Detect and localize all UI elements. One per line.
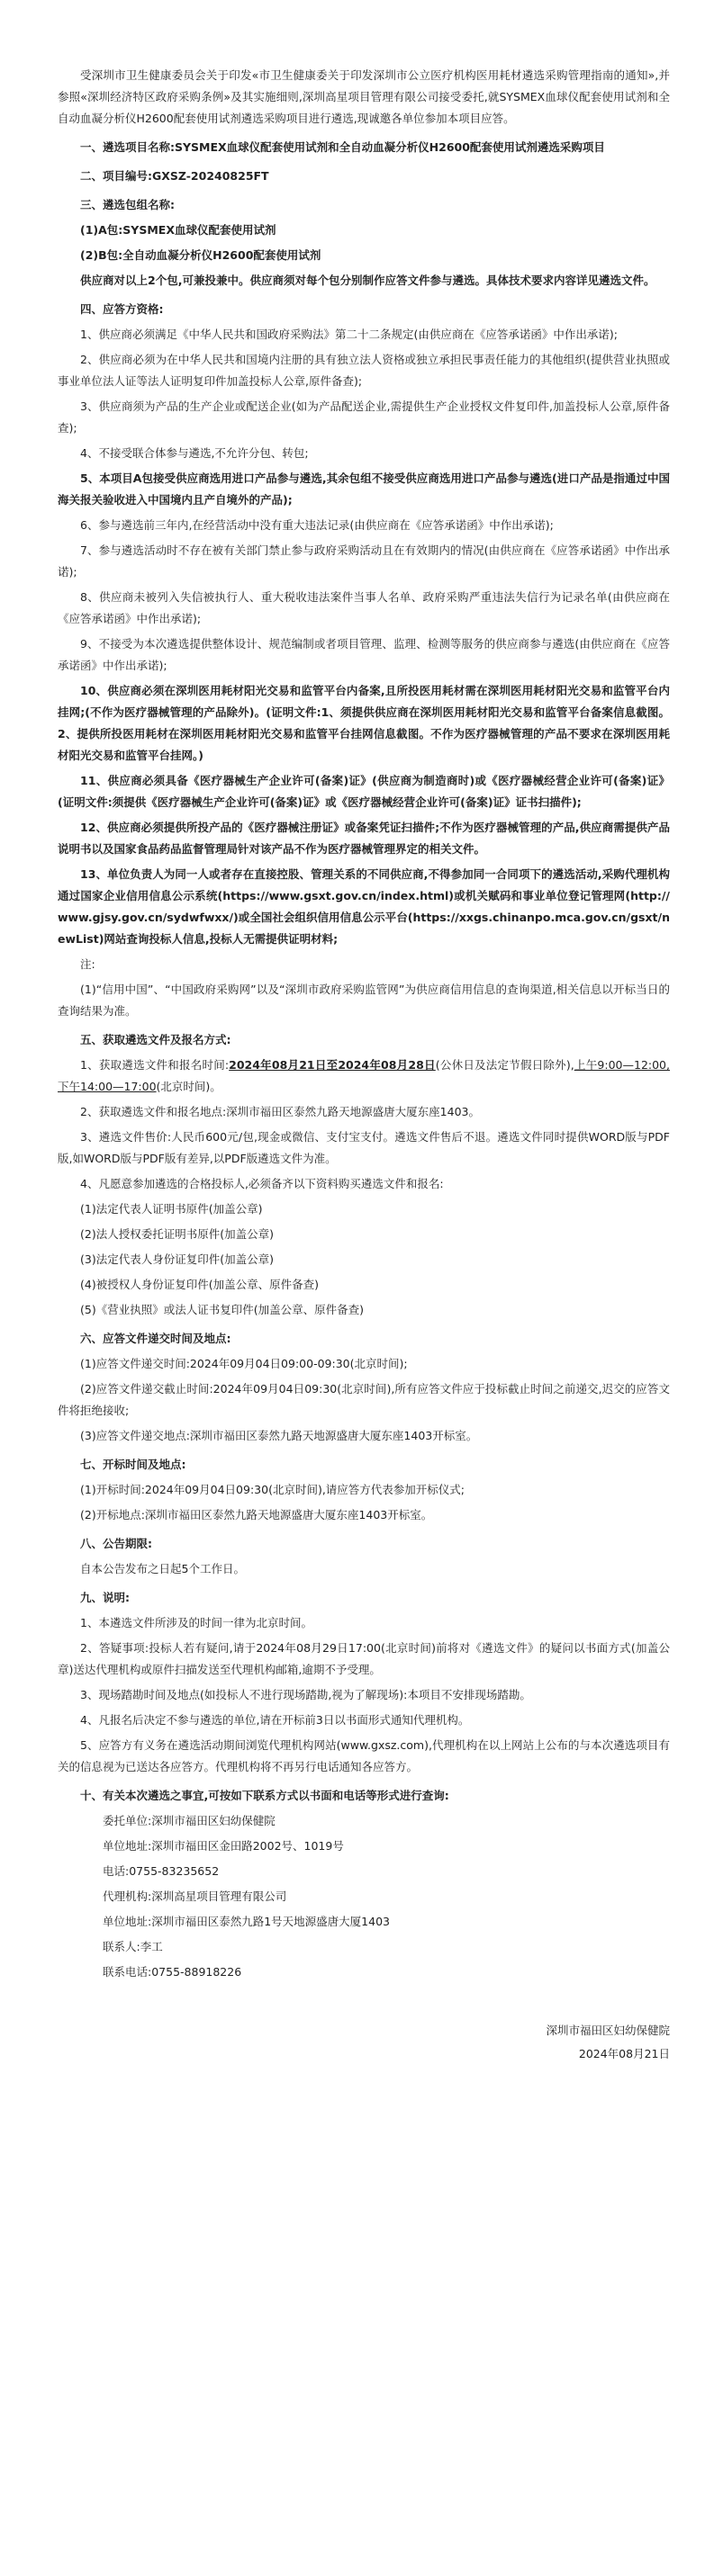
section-6-submission-heading: 六、应答文件递交时间及地点: [80,1332,231,1345]
qualification-8: 8、供应商未被列入失信被执行人、重大税收违法案件当事人名单、政府采购严重违法失信行为记录名单(由供应商在《应答承诺函》中作出承诺); [58,590,670,625]
material-item: (1)法定代表人证明书原件(加盖公章) [80,1202,263,1216]
contact-agency: 代理机构:深圳高星项目管理有限公司 [103,1889,287,1903]
section-7-opening-heading: 七、开标时间及地点: [80,1458,186,1471]
lot-b: (2)B包:全自动血凝分析仪H2600配套使用试剂 [80,248,321,262]
obtain-time [58,1055,670,1098]
document-price: 3、遴选文件售价:人民币600元/包,现金或微信、支付宝支付。遴选文件售后不退。遴选文件同时提供WORD版与PDF版,如WORD版与PDF版有差异,以PDF版遴选文件为准。 [58,1130,670,1165]
section-3-lots-heading: 三、遴选包组名称: [80,198,175,211]
section-9-notes-heading: 九、说明: [80,1591,130,1604]
opening-time: (1)开标时间:2024年09月04日09:30(北京时间),请应答方代表参加开标仪式; [80,1483,465,1496]
note-1: (1)“信用中国”、“中国政府采购网”以及“深圳市政府采购监管网”为供应商信用信息的查询渠道,相关信息以开标当日的查询结果为准。 [58,983,670,1018]
note-label: 注: [80,957,95,971]
signature-organization: 深圳市福田区妇幼保健院 [546,2024,670,2037]
qualification-4: 4、不接受联合体参与遴选,不允许分包、转包; [80,446,309,460]
explanation-4: 4、凡报名后决定不参与遴选的单位,请在开标前3日以书面形式通知代理机构。 [80,1713,470,1727]
obtain-holiday-note: (公休日及法定节假日除外), [435,1058,574,1072]
explanation-1: 1、本遴选文件所涉及的时间一律为北京时间。 [80,1616,312,1629]
qualification-6: 6、参与遴选前三年内,在经营活动中没有重大违法记录(由供应商在《应答承诺函》中作出承诺); [80,518,554,532]
qualification-9: 9、不接受为本次遴选提供整体设计、规范编制或者项目管理、监理、检测等服务的供应商参与遴选(由供应商在《应答承诺函》中作出承诺); [58,637,670,672]
qualification-3: 3、供应商须为产品的生产企业或配送企业(如为产品配送企业,需提供生产企业授权文件复印件,加盖投标人公章,原件备查); [58,399,670,435]
contact-unit-address: 单位地址:深圳市福田区金田路2002号、1019号 [103,1839,344,1853]
qualification-2: 2、供应商必须为在中华人民共和国境内注册的具有独立法人资格或独立承担民事责任能力的其他组织(提供营业执照或事业单位法人证等法人证明复印件加盖投标人公章,原件备查); [58,353,670,388]
material-item: (2)法人授权委托证明书原件(加盖公章) [80,1227,274,1241]
submission-deadline: (2)应答文件递交截止时间:2024年09月04日09:30(北京时间),所有应答文件应于投标截止时间之前递交,迟交的应答文件将拒绝接收; [58,1382,670,1417]
submission-location: (3)应答文件递交地点:深圳市福田区泰然九路天地源盛唐大厦东座1403开标室。 [80,1429,478,1442]
qualification-13: 13、单位负责人为同一人或者存在直接控股、管理关系的不同供应商,不得参加同一合同项下的遴选活动,采购代理机构通过国家企业信用信息公示系统(https://www.gsxt.gov.cn/index.html)或机关赋码和事业单位登记管理网(http://www.gjsy.gov.cn/sydwfwxx/)或全国社会组织信用信息公示平台(https://xxgs.chinanpo.mca.gov.cn/gsxt/newList)网站查询投标人信息,投标人无需提供证明材料; [58,867,670,946]
qualification-5: 5、本项目A包接受供应商选用进口产品参与遴选,其余包组不接受供应商选用进口产品参与遴选(进口产品是指通过中国海关报关验收进入中国境内且产自境外的产品); [58,471,670,507]
lot-a: (1)A包:SYSMEX血球仪配套使用试剂 [80,223,276,237]
obtain-location: 2、获取遴选文件和报名地点:深圳市福田区泰然九路天地源盛唐大厦东座1403。 [80,1105,480,1118]
submission-time: (1)应答文件递交时间:2024年09月04日09:00-09:30(北京时间); [80,1357,408,1370]
announcement-period: 自本公告发布之日起5个工作日。 [80,1562,245,1575]
lots-note: 供应商对以上2个包,可兼投兼中。供应商须对每个包分别制作应答文件参与遴选。具体技术要求内容详见遴选文件。 [80,274,655,287]
intro-paragraph: 受深圳市卫生健康委员会关于印发«市卫生健康委关于印发深圳市公立医疗机构医用耗材遴选采购管理指南的通知»,并参照«深圳经济特区政府采购条例»及其实施细则,深圳高星项目管理有限公司接受委托,就SYSMEX血球仪配套使用试剂和全自动血凝分析仪H2600配套使用试剂遴选采购项目进行遴选,现诚邀各单位参加本项目应答。 [58,68,670,125]
qualification-12: 12、供应商必须提供所投产品的《医疗器械注册证》或备案凭证扫描件;不作为医疗器械管理的产品,供应商需提供产品说明书以及国家食品药品监督管理局针对该产品不作为医疗器械管理界定的相关文件。 [58,821,670,856]
material-item: (5)《营业执照》或法人证书复印件(加盖公章、原件备查) [80,1303,364,1316]
section-10-contact-heading: 十、有关本次遴选之事宜,可按如下联系方式以书面和电话等形式进行查询: [80,1789,449,1802]
contact-person: 联系人:李工 [103,1940,163,1953]
contact-agency-address: 单位地址:深圳市福田区泰然九路1号天地源盛唐大厦1403 [103,1915,390,1928]
contact-phone: 联系电话:0755-88918226 [103,1965,242,1979]
contact-entrusting-unit: 委托单位:深圳市福田区妇幼保健院 [103,1814,276,1827]
explanation-3: 3、现场踏勘时间及地点(如投标人不进行现场踏勘,视为了解现场):本项目不安排现场踏勘。 [80,1688,531,1701]
section-1-project-name: 一、遴选项目名称:SYSMEX血球仪配套使用试剂和全自动血凝分析仪H2600配套使用试剂遴选采购项目 [80,140,605,154]
section-2-project-number: 二、项目编号:GXSZ-20240825FT [80,169,269,183]
signature-block [58,2019,670,2066]
section-8-period-heading: 八、公告期限: [80,1537,152,1550]
obtain-time-label: 1、获取遴选文件和报名时间: [80,1058,230,1072]
qualification-11: 11、供应商必须具备《医疗器械生产企业许可(备案)证》(供应商为制造商时)或《医疗器械经营企业许可(备案)证》(证明文件:须提供《医疗器械生产企业许可(备案)证》或《医疗器械经营企业许可(备案)证》证书扫描件); [58,774,670,809]
obtain-date-range: 2024年08月21日至2024年08月28日 [229,1058,436,1072]
qualification-7: 7、参与遴选活动时不存在被有关部门禁止参与政府采购活动且在有效期内的情况(由供应商在《应答承诺函》中作出承诺); [58,543,670,579]
opening-location: (2)开标地点:深圳市福田区泰然九路天地源盛唐大厦东座1403开标室。 [80,1508,433,1521]
explanation-5: 5、应答方有义务在遴选活动期间浏览代理机构网站(www.gxsz.com),代理机构在以上网站上公布的与本次遴选项目有关的信息视为已送达各应答方。代理机构将不再另行电话通知各应答方。 [58,1738,670,1773]
announcement-document [58,65,670,2066]
explanation-2: 2、答疑事项:投标人若有疑问,请于2024年08月29日17:00(北京时间)前将对《遴选文件》的疑问以书面方式(加盖公章)送达代理机构或原件扫描发送至代理机构邮箱,逾期不予受理。 [58,1641,670,1676]
material-item: (4)被授权人身份证复印件(加盖公章、原件备查) [80,1278,319,1291]
registration-materials: 4、凡愿意参加遴选的合格投标人,必须备齐以下资料购买遴选文件和报名: [80,1177,444,1190]
obtain-hours: 上午9:00—12:00,下午14:00—17:00 [58,1058,670,1093]
signature-date: 2024年08月21日 [578,2047,670,2060]
obtain-time-zone: (北京时间)。 [156,1080,221,1093]
contact-block [58,1810,670,1983]
material-item: (3)法定代表人身份证复印件(加盖公章) [80,1252,274,1266]
qualification-1: 1、供应商必须满足《中华人民共和国政府采购法》第二十二条规定(由供应商在《应答承诺函》中作出承诺); [80,328,618,341]
section-5-obtain-documents-heading: 五、获取遴选文件及报名方式: [80,1033,231,1046]
section-4-qualifications-heading: 四、应答方资格: [80,302,164,316]
qualification-10: 10、供应商必须在深圳医用耗材阳光交易和监管平台内备案,且所投医用耗材需在深圳医用耗材阳光交易和监管平台内挂网;(不作为医疗器械管理的产品除外)。(证明文件:1、须提供供应商在深圳医用耗材阳光交易和监管平台备案信息截图。2、提供所投医用耗材在深圳医用耗材阳光交易和监管平台挂网信息截图。不作为医疗器械管理的产品不要求在深圳医用耗材阳光交易和监管平台挂网。) [58,684,670,762]
contact-unit-phone: 电话:0755-83235652 [103,1864,220,1878]
